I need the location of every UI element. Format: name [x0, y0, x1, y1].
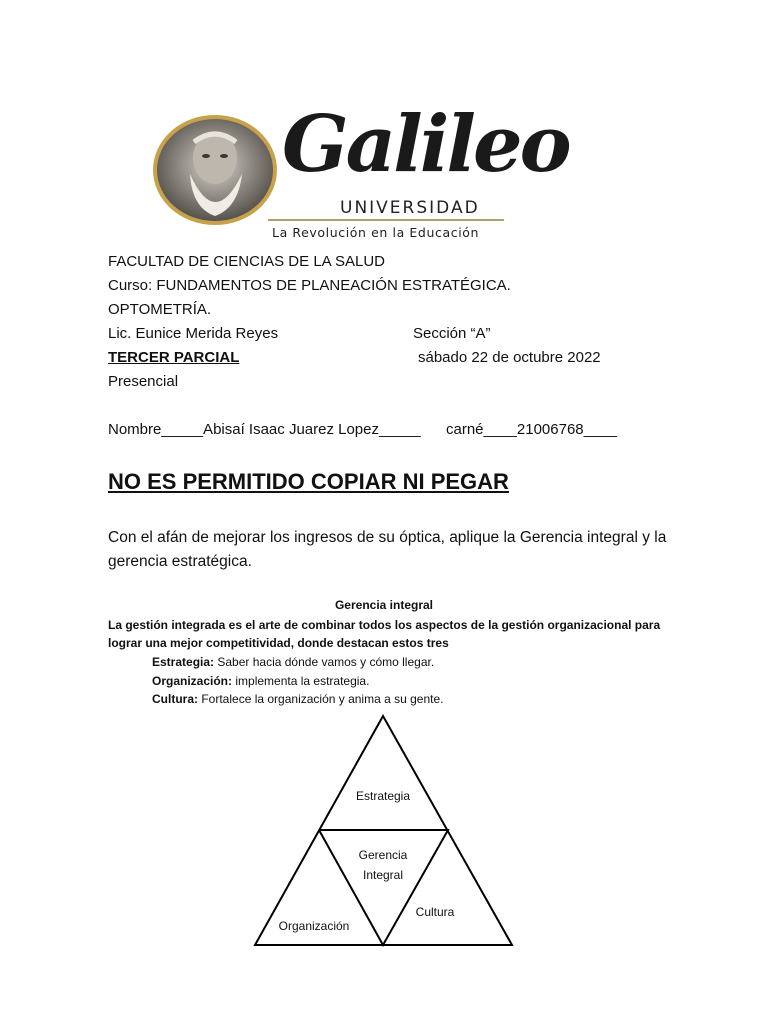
- program-line: OPTOMETRÍA.: [108, 301, 212, 318]
- modality-line: Presencial: [108, 373, 179, 390]
- logo-wordmark: Galileo: [282, 99, 569, 190]
- item-definition: implementa la estrategia.: [235, 674, 370, 688]
- section-line: Sección “A”: [413, 325, 491, 342]
- item-definition: Fortalece la organización y anima a su gente.: [201, 692, 444, 706]
- logo-subtitle: UNIVERSIDAD: [340, 198, 480, 218]
- item-term: Organización:: [152, 674, 233, 688]
- student-carne-line: carné____21006768____: [446, 421, 617, 438]
- item-definition: Saber hacia dónde vamos y cómo llegar.: [217, 655, 435, 669]
- diagram-label-center-1: Gerencia: [358, 848, 408, 862]
- item-term: Cultura:: [152, 692, 198, 706]
- exam-date: sábado 22 de octubre 2022: [418, 349, 601, 366]
- gerencia-title: Gerencia integral: [334, 598, 434, 612]
- faculty-line: FACULTAD DE CIENCIAS DE LA SALUD: [108, 253, 386, 270]
- no-copy-warning: NO ES PERMITIDO COPIAR NI PEGAR: [108, 469, 509, 494]
- diagram-label-right: Cultura: [415, 905, 455, 919]
- diagram-label-top: Estrategia: [355, 789, 411, 803]
- gerencia-intro-line-1: La gestión integrada es el arte de combinar todos los aspectos de la gestión organizacional para: [108, 618, 661, 632]
- professor-line: Lic. Eunice Merida Reyes: [108, 325, 279, 342]
- diagram-label-center-2: Integral: [362, 868, 404, 882]
- student-name-line: Nombre_____Abisaí Isaac Juarez Lopez_____: [108, 421, 421, 438]
- logo-tagline: La Revolución en la Educación: [272, 225, 480, 240]
- item-term: Estrategia:: [152, 655, 215, 669]
- gerencia-intro-line-2: lograr una mejor competitividad, donde destacan estos tres: [108, 636, 449, 650]
- diagram-label-left: Organización: [278, 919, 350, 933]
- exam-title: TERCER PARCIAL: [108, 349, 240, 366]
- exam-question: Con el afán de mejorar los ingresos de su óptica, aplique la Gerencia integral y la gerencia estratégica.: [108, 529, 667, 570]
- course-line: Curso: FUNDAMENTOS DE PLANEACIÓN ESTRATÉGICA.: [108, 277, 511, 294]
